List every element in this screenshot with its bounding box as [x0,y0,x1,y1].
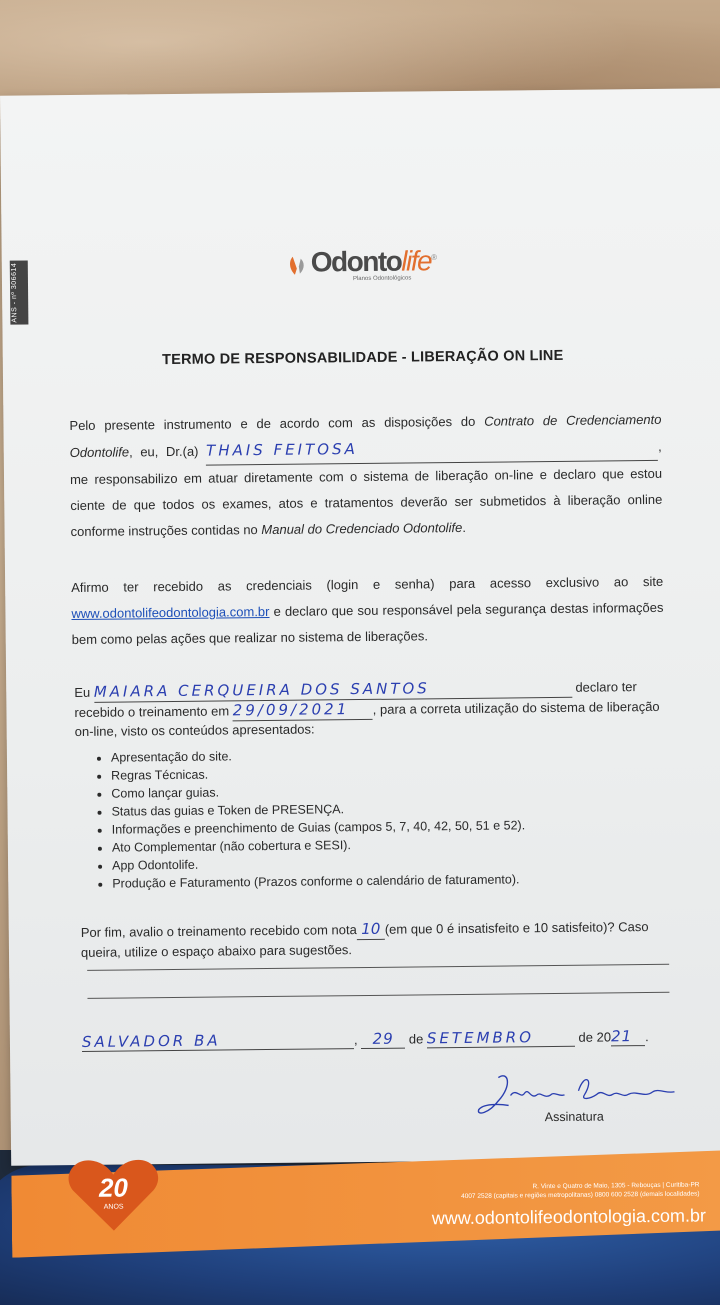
anniversary-badge [63,1152,164,1233]
badge-word: ANOS [103,1203,124,1211]
list-item: • Status das guias e Token de PRESENÇA. [111,797,671,821]
place-date-line: SALVADOR BA , 29 de SETEMBRO de 2021 . [81,1027,649,1051]
logo-tagline: Planos Odontológicos [352,275,412,283]
day-field[interactable]: 29 [361,1030,405,1049]
site-link[interactable]: www.odontolifeodontologia.com.br [71,603,270,622]
topics-list [81,743,672,893]
footer-address: R. Vinte e Quatro de Maio, 1305 - Rebouças | Curitiba-PR 4007 2528 (capitais e regiões metropolitanas) 0800 600 2528 (demais localidades) [461,1181,700,1201]
ans-registration-code: ANS - nº 306614 [10,260,29,324]
list-item: • Produção e Faturamento (Prazos conforme o calendário de faturamento). [112,869,672,893]
trainee-name-field[interactable]: MAIARA CERQUEIRA DOS SANTOS [94,678,572,703]
heart-badge-icon [63,1152,164,1233]
month-field[interactable]: SETEMBRO [427,1028,575,1049]
dentist-name-field[interactable]: THAIS FEITOSA [206,433,658,466]
list-item: • Ato Complementar (não cobertura e SESI). [112,833,672,857]
badge-number: 20 [98,1172,129,1203]
paragraph-training: Eu MAIARA CERQUEIRA DOS SANTOS declaro ter recebido o treinamento em 29/09/2021 , para a correta utilização do sistema de liberação on-line, visto os conteúdos apresentados: [74,679,660,740]
list-item: • Como lançar guias. [111,779,671,803]
paragraph-rating: Por fim, avalio o treinamento recebido com nota 10 (em que 0 é insatisfeito e 10 satisfeito)? Caso queira, utilize o espaço abaixo para sugestões. [80,919,649,960]
list-item: • App Odontolife. [112,851,672,875]
footer-website: www.odontolifeodontologia.com.br [431,1205,707,1229]
logo-tooth-icon [287,255,309,277]
list-item: • Apresentação do site. [111,743,671,767]
list-item: • Regras Técnicas. [111,761,671,785]
suggestion-line[interactable] [87,992,669,999]
signature-label: Assinatura [544,1109,604,1125]
paragraph-intro: Pelo presente instrumento e de acordo com as disposições do Contrato de Credenciamento Odontolife, eu, Dr.(a) THAIS FEITOSA , me responsabilizo em atuar diretamente com o sistema de liberação on-line e declaro que estou ciente de que todos os exames, atos e tratamentos deverão ser submetidos à liberação online conforme instruções contidas no Manual do Credenciado Odontolife. [69,411,663,540]
document-title: TERMO DE RESPONSABILIDADE - LIBERAÇÃO ON LINE [162,347,564,369]
suggestion-line[interactable] [87,964,669,971]
year-field[interactable]: 21 [611,1027,645,1046]
training-date-field[interactable]: 29/09/2021 [233,700,373,721]
city-field[interactable]: SALVADOR BA [82,1030,354,1052]
paragraph-credentials: Afirmo ter recebido as credenciais (login e senha) para acesso exclusivo ao site www.odontolifeodontologia.com.br e declaro que sou responsável pela segurança destas informações bem como pelas ações que realizar no sistema de liberações. [71,573,664,648]
odontolife-logo [287,241,477,288]
list-item: • Informações e preenchimento de Guias (campos 5, 7, 40, 42, 50, 51 e 52). [112,815,672,839]
document-sheet [0,88,720,1229]
rating-score-field[interactable]: 10 [357,920,385,940]
logo-wordmark: Odontolife® [310,245,436,278]
